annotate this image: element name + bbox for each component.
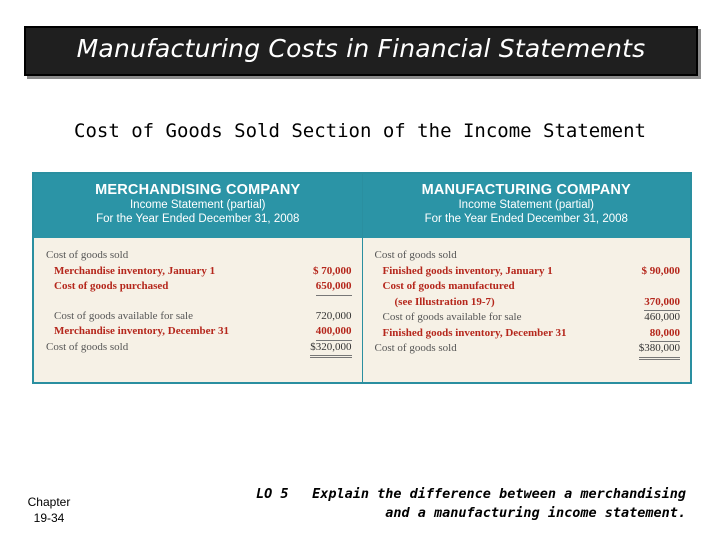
row-amount: $ 70,000 — [313, 264, 352, 277]
table-row — [34, 279, 362, 295]
row-label: Finished goods inventory, January 1 — [382, 264, 553, 277]
manufacturing-statement-name: Income Statement (partial) — [458, 199, 594, 211]
manufacturing-company-title: MANUFACTURING COMPANY — [421, 182, 631, 198]
row-label: Cost of goods sold — [374, 249, 457, 261]
table-row — [363, 264, 691, 280]
slide-title: Manufacturing Costs in Financial Statements — [76, 34, 646, 63]
row-amount: 460,000 — [644, 311, 680, 323]
table-row — [363, 248, 691, 264]
row-label: Cost of goods sold — [374, 342, 457, 354]
merchandising-header — [34, 174, 362, 238]
row-amount: $ 90,000 — [641, 264, 680, 277]
row-label: Cost of goods sold — [46, 340, 129, 353]
row-amount: 80,000 — [650, 326, 680, 343]
manufacturing-period: For the Year Ended December 31, 2008 — [424, 213, 628, 225]
title-banner — [24, 26, 698, 76]
chapter-reference — [14, 494, 84, 526]
row-label: Cost of goods manufactured — [382, 280, 515, 292]
row-label: Cost of goods available for sale — [382, 311, 522, 323]
lo-text-line2: and a manufacturing income statement. — [385, 505, 686, 521]
row-label: Merchandise inventory, December 31 — [54, 325, 229, 337]
row-amount: 370,000 — [644, 295, 680, 312]
row-amount: 720,000 — [315, 309, 352, 322]
merchandising-statement-name: Income Statement (partial) — [129, 199, 266, 211]
merchandising-company-title: MERCHANDISING COMPANY — [95, 182, 301, 198]
manufacturing-rows — [363, 238, 691, 357]
manufacturing-header — [363, 174, 691, 238]
table-row — [34, 309, 362, 325]
table-row — [34, 248, 362, 264]
chapter-label: Chapter — [27, 495, 71, 509]
table-row — [363, 341, 691, 357]
manufacturing-column — [363, 174, 691, 382]
chapter-page: 19-34 — [33, 511, 65, 525]
table-row — [363, 326, 691, 342]
table-row — [34, 324, 362, 340]
slide-subtitle: Cost of Goods Sold Section of the Income Statement — [74, 120, 646, 142]
row-label: Merchandise inventory, January 1 — [54, 264, 216, 277]
merchandising-rows — [34, 238, 362, 355]
lo-number: LO 5 — [256, 486, 289, 502]
row-label: Cost of goods sold — [46, 249, 129, 261]
row-label: Cost of goods purchased — [54, 280, 169, 292]
row-amount: $380,000 — [639, 341, 680, 360]
table-row — [34, 340, 362, 356]
row-label: (see Illustration 19-7) — [394, 295, 495, 308]
row-label: Cost of goods available for sale — [54, 309, 193, 322]
merchandising-period: For the Year Ended December 31, 2008 — [96, 213, 300, 225]
table-row — [363, 295, 691, 311]
row-amount: $320,000 — [310, 340, 351, 359]
merchandising-column — [34, 174, 363, 382]
table-row — [363, 310, 691, 326]
row-label: Finished goods inventory, December 31 — [382, 326, 567, 339]
lo-text-line1: Explain the difference between a merchandising — [312, 486, 686, 502]
income-statement-comparison — [32, 172, 692, 384]
table-row — [363, 279, 691, 295]
row-amount: 400,000 — [316, 324, 352, 341]
row-amount: 650,000 — [316, 279, 352, 296]
table-row — [34, 264, 362, 280]
